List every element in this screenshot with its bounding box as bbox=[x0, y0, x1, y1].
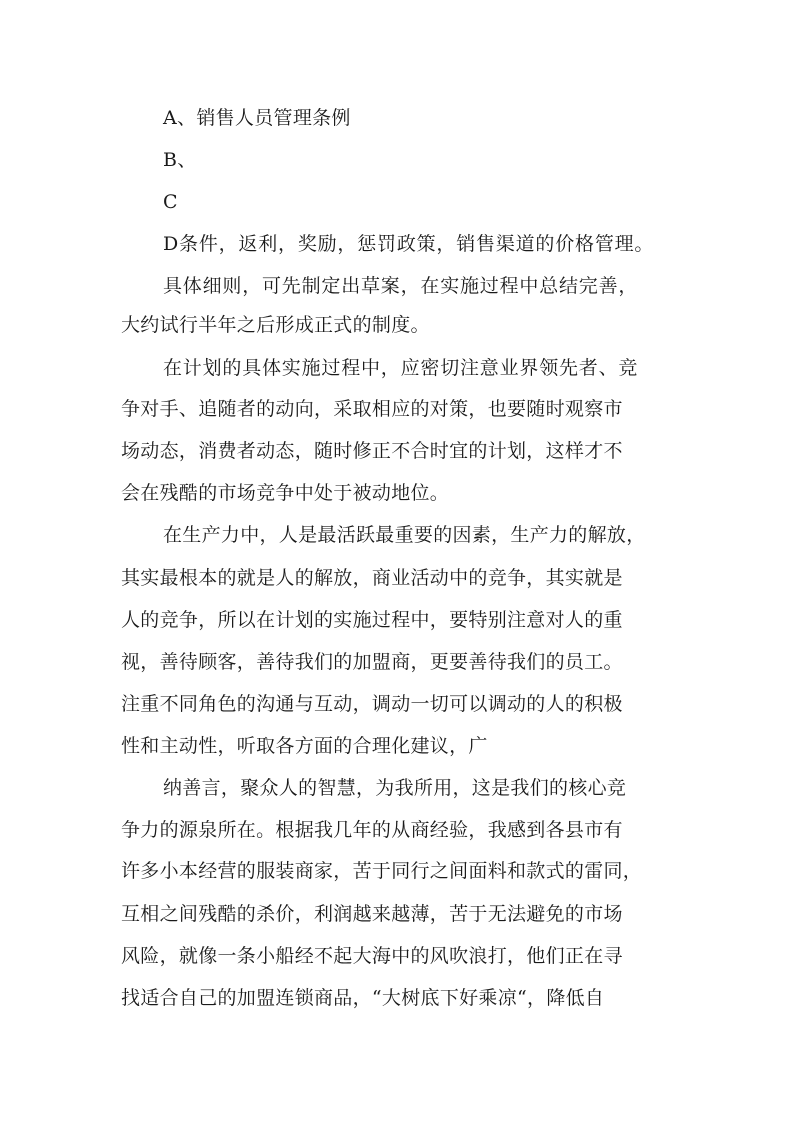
paragraph-4-line-1: 纳善言，聚众人的智慧，为我所用，这是我们的核心竞 bbox=[163, 777, 627, 799]
paragraph-2-line-2: 争对手、追随者的动向，采取相应的对策，也要随时观察市 bbox=[121, 398, 623, 420]
paragraph-3-line-5: 注重不同角色的沟通与互动，调动一切可以调动的人的积极 bbox=[121, 693, 623, 715]
option-b: B、 bbox=[163, 149, 197, 171]
paragraph-2-line-1: 在计划的具体实施过程中，应密切注意业界领先者、竞 bbox=[163, 357, 639, 379]
option-d: D条件，返利，奖励，惩罚政策，销售渠道的价格管理。 bbox=[163, 233, 655, 255]
paragraph-4-line-5: 风险，就像一条小船经不起大海中的风吹浪打，他们正在寻 bbox=[121, 945, 623, 967]
paragraph-2-line-4: 会在残酷的市场竞争中处于被动地位。 bbox=[121, 482, 450, 504]
paragraph-4-line-4: 互相之间残酷的杀价，利润越来越薄，苦于无法避免的市场 bbox=[121, 903, 623, 925]
paragraph-3-line-2: 其实最根本的就是人的解放，商业活动中的竞争，其实就是 bbox=[121, 567, 623, 589]
paragraph-4-line-6: 找适合自己的加盟连锁商品，“大树底下好乘凉“，降低自 bbox=[121, 987, 605, 1009]
option-a: A、销售人员管理条例 bbox=[163, 107, 351, 129]
paragraph-2-line-3: 场动态，消费者动态，随时修正不合时宜的计划，这样才不 bbox=[121, 440, 623, 462]
paragraph-3-line-4: 视，善待顾客，善待我们的加盟商，更要善待我们的员工。 bbox=[121, 651, 623, 673]
paragraph-3-line-6: 性和主动性，听取各方面的合理化建议，广 bbox=[121, 735, 488, 757]
paragraph-4-line-3: 许多小本经营的服装商家，苦于同行之间面料和款式的雷同， bbox=[121, 860, 643, 882]
paragraph-1-line-1: 具体细则，可先制定出草案，在实施过程中总结完善， bbox=[163, 275, 639, 297]
paragraph-3-line-1: 在生产力中，人是最活跃最重要的因素，生产力的解放， bbox=[163, 524, 646, 546]
option-c: C bbox=[163, 191, 178, 213]
paragraph-1-line-2: 大约试行半年之后形成正式的制度。 bbox=[121, 314, 430, 336]
paragraph-3-line-3: 人的竞争，所以在计划的实施过程中，要特别注意对人的重 bbox=[121, 609, 623, 631]
paragraph-4-line-2: 争力的源泉所在。根据我几年的从商经验，我感到各县市有 bbox=[121, 819, 623, 841]
